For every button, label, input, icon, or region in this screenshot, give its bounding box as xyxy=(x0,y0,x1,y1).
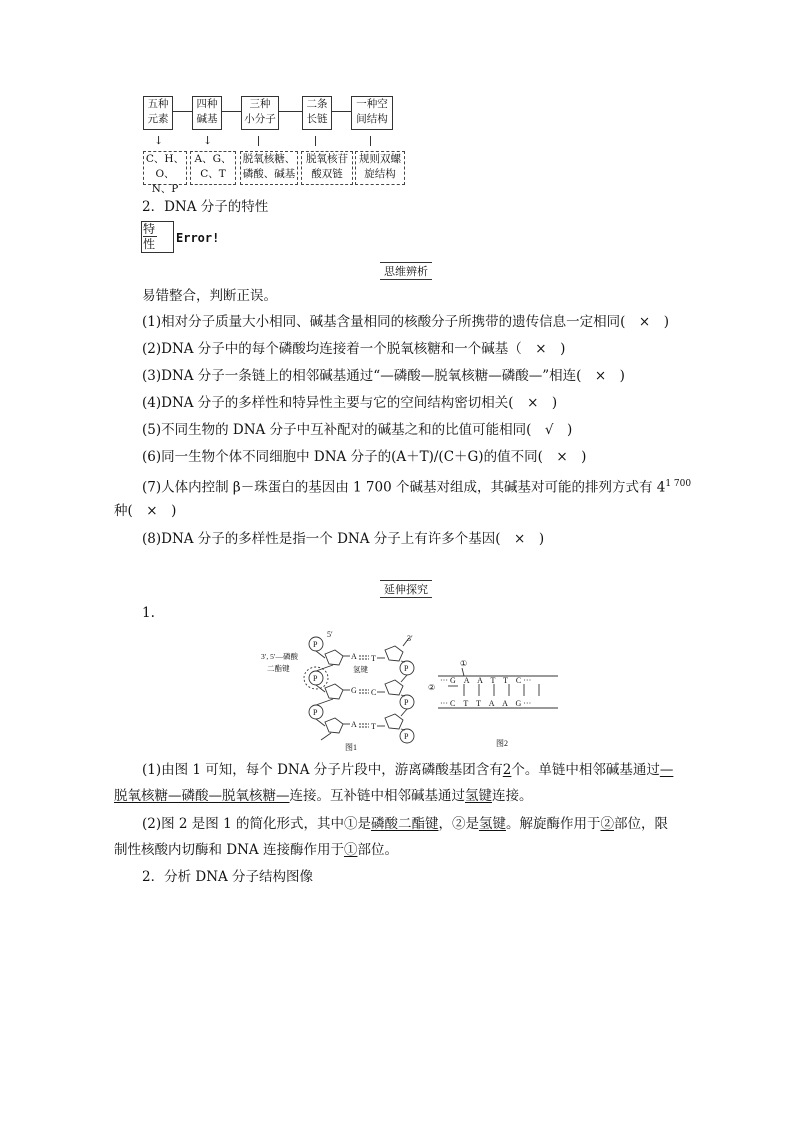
error-text: Error! xyxy=(176,231,220,245)
connector xyxy=(331,111,351,112)
svg-text:P: P xyxy=(404,664,409,673)
svg-text:图2: 图2 xyxy=(496,739,508,748)
svg-text:3′: 3′ xyxy=(407,634,413,643)
svg-text:··· C T T A A G ···: ··· C T T A A G ··· xyxy=(440,699,532,708)
flow-bottom-5: 规则双螺 旋结构 xyxy=(355,151,405,185)
flow-top-3: 三种 小分子 xyxy=(241,96,279,130)
flow-top-2: 四种 碱基 xyxy=(192,96,222,130)
svg-text:G: G xyxy=(351,686,357,695)
svg-text:T: T xyxy=(371,654,376,663)
down-arrow-icon: ↓ xyxy=(154,134,164,147)
answer-paragraph-2: (2)图 2 是图 1 的简化形式，其中①是磷酸二酯键，②是氢键。解旋酶作用于②部位，限 xyxy=(142,816,668,832)
svg-text:A: A xyxy=(351,720,357,729)
answer-paragraph-1-cont: 脱氧核糖—磷酸—脱氧核糖—连接。互补链中相邻碱基通过氢键连接。 xyxy=(114,788,533,804)
svg-text:①: ① xyxy=(460,659,468,668)
answer-paragraph-2-cont: 制性核酸内切酶和 DNA 连接酶作用于①部位。 xyxy=(114,842,398,858)
judgment-item: (6)同一生物个体不同细胞中 DNA 分子的(A＋T)/(C＋G)的值不同( × ) xyxy=(142,449,587,465)
down-line-icon xyxy=(315,136,316,146)
connector xyxy=(278,111,302,112)
judgment-item: (3)DNA 分子一条链上的相邻碱基通过“—磷酸—脱氧核糖—磷酸—”相连( × ) xyxy=(142,368,625,384)
judgment-item: (8)DNA 分子的多样性是指一个 DNA 分子上有许多个基因( × ) xyxy=(142,531,545,547)
down-line-icon xyxy=(370,136,371,146)
connector xyxy=(172,111,192,112)
svg-text:②: ② xyxy=(428,683,436,692)
judgment-item: (1)相对分子质量大小相同、碱基含量相同的核酸分子所携带的遗传信息一定相同( × ) xyxy=(142,314,669,330)
dna-figure-1 xyxy=(255,628,425,752)
svg-text:P: P xyxy=(313,674,318,683)
section-title: 2．分析 DNA 分子结构图像 xyxy=(142,869,314,885)
flow-top-5: 一种空 间结构 xyxy=(351,96,393,130)
svg-text:··· G A A T T C ···: ··· G A A T T C ··· xyxy=(440,676,532,685)
section-tag: 延伸探究 xyxy=(380,580,432,598)
judgment-item: (4)DNA 分子的多样性和特异性主要与它的空间结构密切相关( × ) xyxy=(142,395,558,411)
intro-text: 易错整合，判断正误。 xyxy=(142,288,277,304)
svg-text:C: C xyxy=(371,688,377,697)
flow-top-1: 五种 元素 xyxy=(143,96,173,130)
trait-label-box: 特 性 xyxy=(141,221,174,253)
svg-text:二酯键: 二酯键 xyxy=(267,664,290,673)
svg-text:图1: 图1 xyxy=(345,743,357,752)
flow-bottom-4: 脱氧核苷 酸双链 xyxy=(301,151,353,185)
svg-text:5′: 5′ xyxy=(327,630,333,639)
down-arrow-icon: ↓ xyxy=(203,134,213,147)
answer-paragraph-1: (1)由图 1 可知，每个 DNA 分子片段中，游离磷酸基团含有2个。单链中相邻碱基通过— xyxy=(142,762,674,778)
svg-text:P: P xyxy=(313,640,318,649)
judgment-item-cont: 种( × ) xyxy=(114,503,177,519)
svg-text:P: P xyxy=(404,732,409,741)
svg-text:P: P xyxy=(313,708,318,717)
flow-bottom-1: C、H、O、 N、P xyxy=(143,151,187,185)
judgment-item: (7)人体内控制 β－珠蛋白的基因由 1 700 个碱基对组成，其碱基对可能的排列方式有 $4^{1 700}$ xyxy=(142,479,692,496)
section-title: 2．DNA 分子的特性 xyxy=(142,199,269,215)
svg-text:A: A xyxy=(351,652,357,661)
question-number: 1. xyxy=(142,605,155,621)
connector xyxy=(221,111,241,112)
flow-bottom-3: 脱氧核糖、 磷酸、碱基 xyxy=(240,151,298,185)
dna-figure-2 xyxy=(426,656,562,752)
down-line-icon xyxy=(258,136,259,146)
judgment-item: (5)不同生物的 DNA 分子中互补配对的碱基之和的比值可能相同( √ ) xyxy=(142,422,573,438)
svg-text:氢键: 氢键 xyxy=(353,665,368,674)
flow-bottom-2: A、G、 C、T xyxy=(190,151,236,185)
svg-text:T: T xyxy=(371,722,376,731)
svg-text:P: P xyxy=(404,698,409,707)
flow-top-4: 二条 长链 xyxy=(302,96,332,130)
svg-text:3′, 5′—磷酸: 3′, 5′—磷酸 xyxy=(261,652,299,661)
section-tag: 思维辨析 xyxy=(380,262,432,280)
judgment-item: (2)DNA 分子中的每个磷酸均连接着一个脱氧核糖和一个碱基（ × ) xyxy=(142,341,566,357)
